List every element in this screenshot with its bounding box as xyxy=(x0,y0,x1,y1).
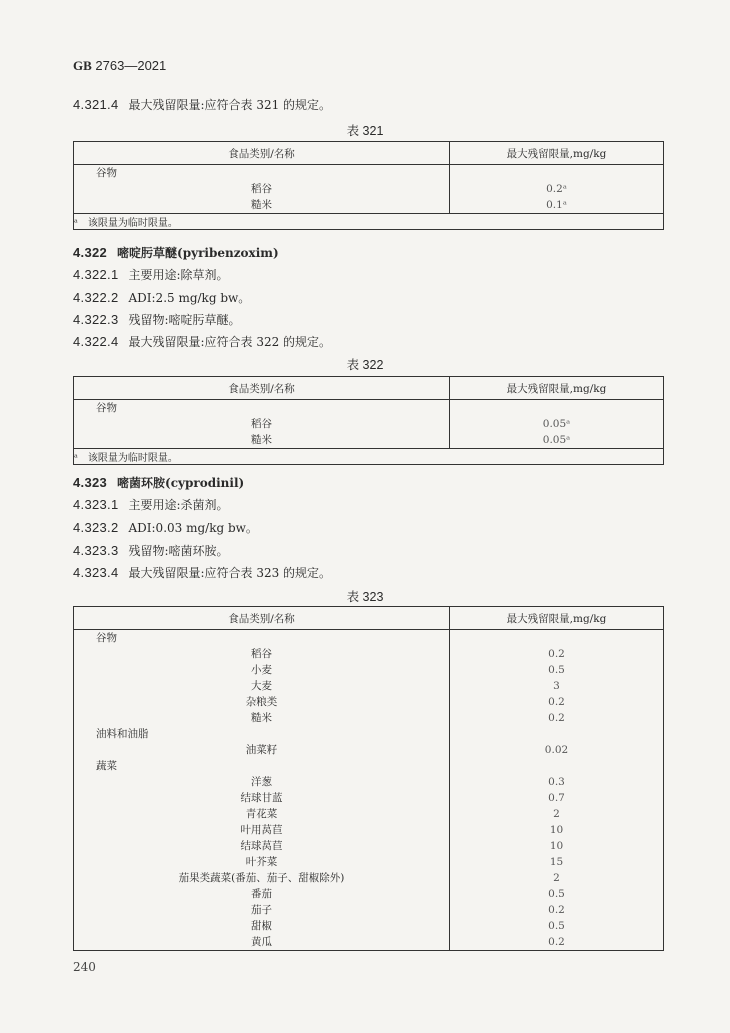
limit-value: 0.5 xyxy=(548,664,565,676)
limit-value: 0.3 xyxy=(548,776,565,788)
food-group xyxy=(74,758,664,951)
limit-value: 0.05ᵃ xyxy=(542,434,571,446)
group-label: 油料和油脂 xyxy=(96,728,149,740)
food-item: 茄子 xyxy=(251,904,272,916)
clause-text: 残留物:嘧啶肟草醚。 xyxy=(128,313,241,327)
limit-value: 2 xyxy=(553,872,560,884)
column-header-food: 食品类别/名称 xyxy=(74,377,450,400)
limit-value: 10 xyxy=(549,840,564,852)
limit-value: 0.2 xyxy=(548,936,565,948)
clause-text: 主要用途:除草剂。 xyxy=(128,268,229,282)
clause-4-322-1 xyxy=(73,266,229,283)
clause-number: 4.323 xyxy=(73,475,108,490)
food-item: 甜椒 xyxy=(251,920,272,932)
clause-text: 嘧啶肟草醚(pyribenzoxim) xyxy=(117,246,279,260)
mrl-table xyxy=(73,606,664,951)
food-item: 稻谷 xyxy=(251,418,272,430)
clause-text: 嘧菌环胺(cyprodinil) xyxy=(117,476,245,490)
food-item: 糙米 xyxy=(251,712,272,724)
mrl-table xyxy=(73,141,664,230)
limit-value: 0.2 xyxy=(548,696,565,708)
clause-number: 4.323.3 xyxy=(73,543,119,558)
limit-value: 15 xyxy=(549,856,564,868)
table-footnote: ᵃ 该限量为临时限量。 xyxy=(74,214,664,230)
table-header-row xyxy=(74,607,664,630)
clause-number: 4.322.3 xyxy=(73,312,119,327)
food-item: 糙米 xyxy=(251,199,272,211)
column-header-food: 食品类别/名称 xyxy=(74,142,450,165)
mrl-table xyxy=(73,376,664,465)
clause-text: 最大残留限量:应符合表 323 的规定。 xyxy=(128,566,332,580)
clause-number: 4.323.1 xyxy=(73,497,119,512)
column-header-limit: 最大残留限量,mg/kg xyxy=(450,142,664,165)
limit-value: 3 xyxy=(553,680,560,692)
food-item: 结球莴苣 xyxy=(240,840,283,852)
food-group xyxy=(74,400,664,449)
clause-text: 残留物:嘧菌环胺。 xyxy=(128,544,229,558)
limit-value: 0.2 xyxy=(548,904,565,916)
page-number: 240 xyxy=(73,960,96,974)
food-item: 油菜籽 xyxy=(245,744,278,756)
table-caption: 表 321 xyxy=(346,124,384,138)
food-item: 黄瓜 xyxy=(251,936,272,948)
food-item: 叶芥菜 xyxy=(245,856,278,868)
group-label: 谷物 xyxy=(96,167,117,179)
food-item: 叶用莴苣 xyxy=(240,824,283,836)
clause-4-323-4 xyxy=(73,564,331,581)
limit-value: 0.2 xyxy=(548,648,565,660)
standard-code: GB xyxy=(73,58,92,73)
clause-4-321-4 xyxy=(73,96,331,113)
table-footnote: ᵃ 该限量为临时限量。 xyxy=(74,449,664,465)
limit-value: 0.2 xyxy=(548,712,565,724)
food-item: 糙米 xyxy=(251,434,272,446)
table-caption: 表 322 xyxy=(346,358,384,372)
food-item: 稻谷 xyxy=(251,648,272,660)
clause-number: 4.322.1 xyxy=(73,267,119,282)
limit-value: 0.2ᵃ xyxy=(546,183,567,195)
limit-value: 0.5 xyxy=(548,920,565,932)
clause-4-322 xyxy=(73,244,279,261)
table-caption: 表 323 xyxy=(346,590,384,604)
clause-text: 最大残留限量:应符合表 322 的规定。 xyxy=(128,335,332,349)
clause-number: 4.322.4 xyxy=(73,334,119,349)
clause-number: 4.321.4 xyxy=(73,97,119,112)
clause-text: 主要用途:杀菌剂。 xyxy=(128,498,229,512)
food-item: 番茄 xyxy=(251,888,272,900)
food-item: 洋葱 xyxy=(251,776,272,788)
food-item: 茄果类蔬菜(番茄、茄子、甜椒除外) xyxy=(178,872,345,884)
group-label: 蔬菜 xyxy=(96,760,117,772)
limit-value: 0.02 xyxy=(544,744,569,756)
food-item: 结球甘蓝 xyxy=(240,792,283,804)
clause-text: ADI:0.03 mg/kg bw。 xyxy=(128,521,258,535)
standard-header xyxy=(73,58,166,74)
clause-4-323-1 xyxy=(73,496,229,513)
clause-number: 4.322 xyxy=(73,245,108,260)
clause-4-323-2 xyxy=(73,519,258,536)
limit-value: 0.7 xyxy=(548,792,565,804)
clause-4-322-4 xyxy=(73,333,331,350)
clause-text: ADI:2.5 mg/kg bw。 xyxy=(128,291,251,305)
clause-4-322-2 xyxy=(73,289,250,306)
column-header-food: 食品类别/名称 xyxy=(74,607,450,630)
column-header-limit: 最大残留限量,mg/kg xyxy=(450,377,664,400)
group-label: 谷物 xyxy=(96,402,117,414)
group-label: 谷物 xyxy=(96,632,117,644)
limit-value: 0.1ᵃ xyxy=(546,199,567,211)
limit-value: 0.5 xyxy=(548,888,565,900)
clause-text: 最大残留限量:应符合表 321 的规定。 xyxy=(128,98,332,112)
table-header-row xyxy=(74,377,664,400)
food-item: 杂粮类 xyxy=(245,696,278,708)
food-group xyxy=(74,630,664,727)
food-group xyxy=(74,165,664,214)
limit-value: 0.05ᵃ xyxy=(542,418,571,430)
food-item: 稻谷 xyxy=(251,183,272,195)
table-header-row xyxy=(74,142,664,165)
food-item: 大麦 xyxy=(251,680,272,692)
clause-number: 4.323.2 xyxy=(73,520,119,535)
limit-value: 2 xyxy=(553,808,560,820)
standard-number: 2763—2021 xyxy=(95,58,167,73)
limit-value: 10 xyxy=(549,824,564,836)
clause-number: 4.323.4 xyxy=(73,565,119,580)
food-item: 小麦 xyxy=(251,664,272,676)
food-item: 青花菜 xyxy=(245,808,278,820)
clause-4-322-3 xyxy=(73,311,241,328)
clause-4-323-3 xyxy=(73,542,229,559)
clause-number: 4.322.2 xyxy=(73,290,119,305)
clause-4-323 xyxy=(73,474,244,491)
food-group xyxy=(74,726,664,758)
column-header-limit: 最大残留限量,mg/kg xyxy=(450,607,664,630)
